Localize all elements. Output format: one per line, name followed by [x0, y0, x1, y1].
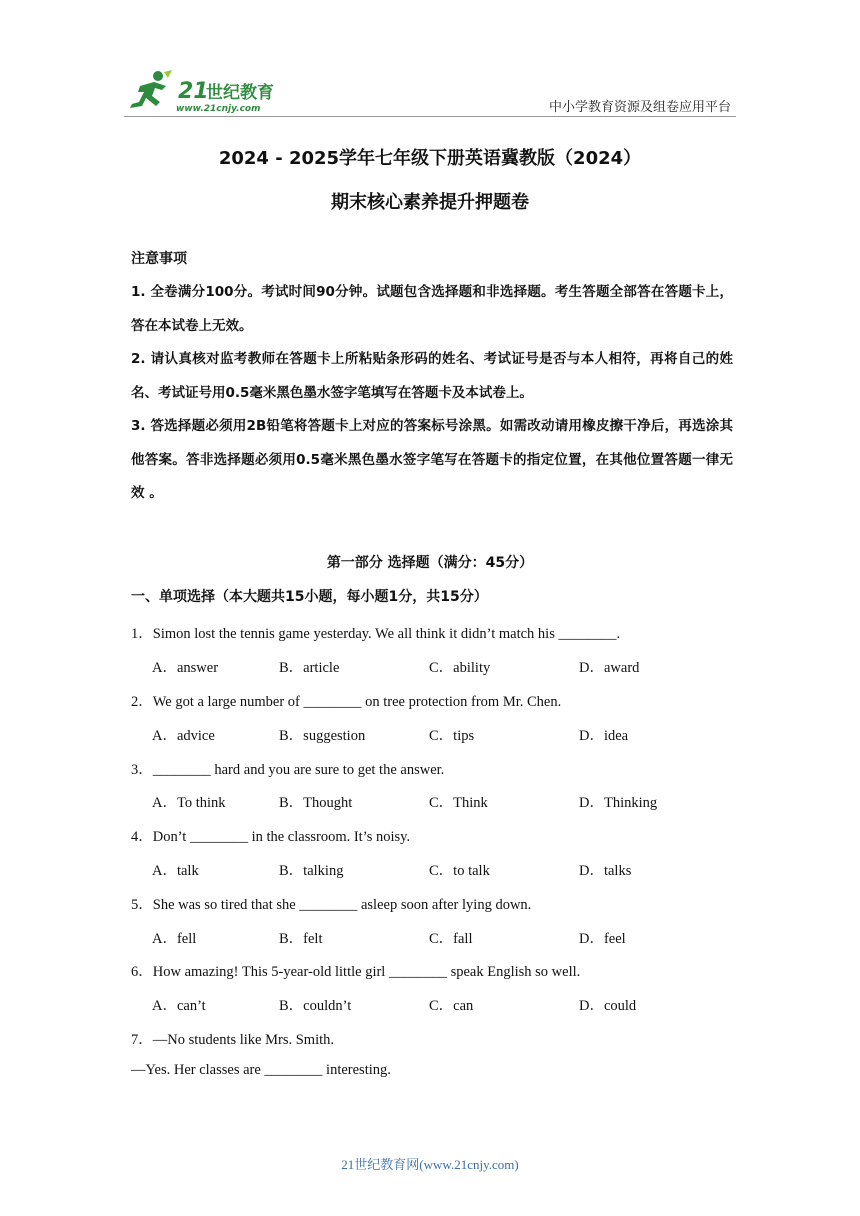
exam-title: 2024 - 2025学年七年级下册英语冀教版（2024）: [218, 148, 642, 169]
option-d: D．feel: [579, 931, 626, 947]
question-4: 4．Don’t ________ in the classroom. It’s noisy.: [131, 829, 411, 845]
question-6: 6．How amazing! This 5-year-old little girl ________ speak English so well.: [131, 964, 581, 980]
option-a: A．advice: [152, 728, 215, 744]
notice-list: [131, 276, 733, 511]
question-1: 1．Simon lost the tennis game yesterday. We all think it didn’t match his ________.: [131, 626, 621, 642]
part-title: 第一部分 选择题（满分：45分）: [326, 555, 534, 571]
option-a: A．talk: [152, 863, 199, 879]
header-divider: [124, 116, 736, 117]
question-2: 2．We got a large number of ________ on tree protection from Mr. Chen.: [131, 694, 562, 710]
option-c: C．fall: [429, 931, 473, 947]
option-b: B．felt: [279, 931, 323, 947]
option-a: A．can’t: [152, 998, 206, 1014]
option-d: D．idea: [579, 728, 629, 744]
notice-item: 1. 全卷满分100分。考试时间90分钟。试题包含选择题和非选择题。考生答题全部答在答题卡上，答在本试卷上无效。: [131, 284, 733, 334]
svg-text:www.21cnjy.com: www.21cnjy.com: [176, 104, 261, 114]
svg-text:21: 21: [178, 79, 209, 104]
question-1-options: [152, 656, 712, 676]
option-c: C．Think: [429, 795, 488, 811]
site-logo: [122, 68, 292, 114]
option-c: C．to talk: [429, 863, 490, 879]
question-4-options: [152, 859, 712, 879]
option-d: D．talks: [579, 863, 632, 879]
notice-item: 3. 答选择题必须用2B铅笔将答题卡上对应的答案标号涂黑。如需改动请用橡皮擦干净后，再选涂其他答案。答非选择题必须用0.5毫米黑色墨水签字笔写在答题卡的指定位置，在其他位置答题一律无效 。: [131, 418, 733, 501]
option-c: C．ability: [429, 660, 491, 676]
question-3-options: [152, 791, 712, 811]
svg-text:世纪教育: 世纪教育: [206, 83, 274, 103]
question-7: 7．—No students like Mrs. Smith.: [131, 1032, 335, 1048]
option-a: A．To think: [152, 795, 226, 811]
option-d: D．could: [579, 998, 637, 1014]
option-b: B．Thought: [279, 795, 353, 811]
option-b: B．talking: [279, 863, 344, 879]
platform-label: 中小学教育资源及组卷应用平台: [549, 100, 732, 115]
exam-subtitle: 期末核心素养提升押题卷: [331, 192, 529, 213]
question-5: 5．She was so tired that she ________ asleep soon after lying down.: [131, 897, 532, 913]
question-6-options: [152, 994, 712, 1014]
option-a: A．answer: [152, 660, 219, 676]
question-5-options: [152, 927, 712, 947]
option-a: A．fell: [152, 931, 197, 947]
notice-label: 注意事项: [131, 251, 187, 267]
question-7-line2: —Yes. Her classes are ________ interesting.: [131, 1062, 391, 1078]
notice-item: 2. 请认真核对监考教师在答题卡上所粘贴条形码的姓名、考试证号是否与本人相符，再将自己的姓名、考试证号用0.5毫米黑色墨水签字笔填写在答题卡及本试卷上。: [131, 351, 733, 401]
option-c: C．tips: [429, 728, 475, 744]
option-d: D．Thinking: [579, 795, 658, 811]
question-2-options: [152, 724, 712, 744]
option-c: C．can: [429, 998, 474, 1014]
option-b: B．suggestion: [279, 728, 366, 744]
footer-link[interactable]: 21世纪教育网(www.21cnjy.com): [341, 1157, 519, 1172]
option-b: B．couldn’t: [279, 998, 352, 1014]
question-3: 3．________ hard and you are sure to get the answer.: [131, 762, 445, 778]
option-b: B．article: [279, 660, 340, 676]
option-d: D．award: [579, 660, 640, 676]
section-title: 一、单项选择（本大题共15小题，每小题1分，共15分）: [131, 589, 488, 605]
